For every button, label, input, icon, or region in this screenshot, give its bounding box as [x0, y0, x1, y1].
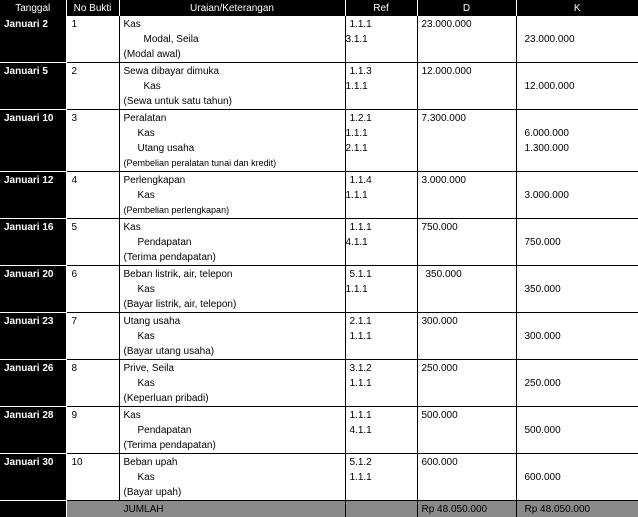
entry-kredit [516, 454, 638, 501]
entry-description: (Bayar utang usaha) [124, 344, 345, 359]
credit-amount: 500.000 [525, 423, 638, 438]
credit-account: Kas [124, 79, 345, 94]
ref-debit: 2.1.1 [346, 314, 417, 329]
debit-amount: 350.000 [422, 267, 516, 282]
entry-debit [417, 16, 516, 63]
col-header-debit: D [417, 0, 516, 16]
total-label: JUMLAH [124, 502, 345, 517]
col-header-ref: Ref [345, 0, 417, 16]
ref-credit: 1.1.1 [346, 329, 417, 344]
debit-account: Beban upah [124, 455, 345, 470]
entry-date: Januari 26 [0, 360, 66, 407]
credit-amount: 300.000 [525, 329, 638, 344]
ref-credit: 1.1.1 [346, 126, 417, 141]
credit-amount: 6.000.000 [525, 126, 638, 141]
credit-amount: 12.000.000 [525, 79, 638, 94]
entry-date: Januari 12 [0, 172, 66, 219]
debit-account: Kas [124, 408, 345, 423]
ref-credit: 1.1.1 [346, 376, 417, 391]
entry-date: Januari 2 [0, 16, 66, 63]
table-row [0, 266, 638, 313]
entry-ref [345, 454, 417, 501]
debit-amount: 7.300.000 [422, 111, 516, 126]
ref-credit: 1.1.1 [346, 79, 417, 94]
entry-description: (Bayar listrik, air, telepon) [124, 297, 345, 312]
entry-kredit [516, 219, 638, 266]
ref-credit: 4.1.1 [346, 423, 417, 438]
credit-account: Kas [124, 282, 345, 297]
entry-bukti: 3 [66, 110, 119, 172]
entry-kredit [516, 172, 638, 219]
entry-uraian [119, 454, 345, 501]
entry-bukti: 5 [66, 219, 119, 266]
entry-kredit [516, 360, 638, 407]
col-header-no-bukti: No Bukti [66, 0, 119, 16]
ref-credit: 1.1.1 [346, 188, 417, 203]
entry-debit [417, 219, 516, 266]
ref-credit: 4.1.1 [346, 235, 417, 250]
table-row [0, 110, 638, 172]
total-kredit: Rp 48.050.000 [525, 502, 638, 517]
entry-description: (Pembelian peralatan tunai dan kredit) [124, 156, 345, 171]
debit-amount: 500.000 [422, 408, 516, 423]
col-header-uraian: Uraian/Keterangan [119, 0, 345, 16]
entry-kredit [516, 407, 638, 454]
credit-account: Kas [124, 126, 345, 141]
credit-account: Kas [124, 329, 345, 344]
debit-account: Kas [124, 220, 345, 235]
entry-uraian [119, 313, 345, 360]
entry-kredit [516, 110, 638, 172]
credit-amount: 600.000 [525, 470, 638, 485]
entry-date: Januari 10 [0, 110, 66, 172]
debit-account: Beban listrik, air, telepon [124, 267, 345, 282]
ref-credit: 1.1.1 [346, 470, 417, 485]
ref-debit: 5.1.2 [346, 455, 417, 470]
table-row [0, 219, 638, 266]
ref-credit-2: 2.1.1 [346, 141, 417, 156]
entry-uraian [119, 110, 345, 172]
table-row [0, 63, 638, 110]
entry-kredit [516, 313, 638, 360]
entry-bukti: 4 [66, 172, 119, 219]
entry-date: Januari 28 [0, 407, 66, 454]
entry-date: Januari 30 [0, 454, 66, 501]
entry-description: (Terima pendapatan) [124, 438, 345, 453]
debit-account: Sewa dibayar dimuka [124, 64, 345, 79]
entry-bukti: 10 [66, 454, 119, 501]
entry-description: (Keperluan pribadi) [124, 391, 345, 406]
table-row [0, 407, 638, 454]
entry-uraian [119, 407, 345, 454]
col-header-tanggal: Tanggal [0, 0, 66, 16]
ref-debit: 1.1.1 [346, 220, 417, 235]
entry-uraian [119, 266, 345, 313]
ref-debit: 3.1.2 [346, 361, 417, 376]
debit-amount: 300.000 [422, 314, 516, 329]
header-row [0, 0, 638, 16]
credit-account: Kas [124, 188, 345, 203]
debit-amount: 12.000.000 [422, 64, 516, 79]
table-row [0, 454, 638, 501]
col-header-kredit: K [516, 0, 638, 16]
entry-description: (Pembelian perlengkapan) [124, 203, 345, 218]
entry-debit [417, 360, 516, 407]
entry-kredit [516, 266, 638, 313]
entry-ref [345, 110, 417, 172]
ref-debit: 5.1.1 [346, 267, 417, 282]
entry-date: Januari 20 [0, 266, 66, 313]
credit-account: Kas [124, 376, 345, 391]
debit-amount: 250.000 [422, 361, 516, 376]
table-row [0, 360, 638, 407]
entry-ref [345, 16, 417, 63]
entry-description: (Sewa untuk satu tahun) [124, 94, 345, 109]
entry-uraian [119, 63, 345, 110]
entry-ref [345, 219, 417, 266]
entry-ref [345, 407, 417, 454]
entry-bukti: 1 [66, 16, 119, 63]
ref-debit: 1.1.4 [346, 173, 417, 188]
debit-amount: 23.000.000 [422, 17, 516, 32]
debit-account: Utang usaha [124, 314, 345, 329]
ref-debit: 1.1.1 [346, 17, 417, 32]
table-row [0, 313, 638, 360]
credit-account-2: Utang usaha [124, 141, 345, 156]
debit-account: Peralatan [124, 111, 345, 126]
entry-debit [417, 63, 516, 110]
entry-debit [417, 172, 516, 219]
table-row [0, 172, 638, 219]
entry-ref [345, 266, 417, 313]
entry-debit [417, 407, 516, 454]
entry-description: (Modal awal) [124, 47, 345, 62]
credit-account: Kas [124, 470, 345, 485]
credit-amount: 250.000 [525, 376, 638, 391]
debit-amount: 600.000 [422, 455, 516, 470]
credit-amount: 750.000 [525, 235, 638, 250]
ref-credit: 1.1.1 [346, 282, 417, 297]
entry-ref [345, 172, 417, 219]
debit-account: Prive, Seila [124, 361, 345, 376]
debit-amount: 3.000.000 [422, 173, 516, 188]
entry-debit [417, 313, 516, 360]
table-row [0, 16, 638, 63]
entry-description: (Bayar upah) [124, 485, 345, 500]
credit-amount: 23.000.000 [525, 32, 638, 47]
entry-kredit [516, 63, 638, 110]
credit-account: Pendapatan [124, 423, 345, 438]
entry-bukti: 7 [66, 313, 119, 360]
entry-description: (Terima pendapatan) [124, 250, 345, 265]
ref-debit: 1.1.1 [346, 408, 417, 423]
entry-date: Januari 23 [0, 313, 66, 360]
ref-credit: 3.1.1 [346, 32, 417, 47]
ref-debit: 1.1.3 [346, 64, 417, 79]
entry-debit [417, 110, 516, 172]
entry-ref [345, 63, 417, 110]
debit-account: Kas [124, 17, 345, 32]
credit-account: Modal, Seila [124, 32, 345, 47]
credit-amount: 3.000.000 [525, 188, 638, 203]
ref-debit: 1.2.1 [346, 111, 417, 126]
debit-account: Perlengkapan [124, 173, 345, 188]
entry-date: Januari 5 [0, 63, 66, 110]
entry-bukti: 8 [66, 360, 119, 407]
entry-debit [417, 266, 516, 313]
entry-bukti: 6 [66, 266, 119, 313]
credit-account: Pendapatan [124, 235, 345, 250]
entry-bukti: 2 [66, 63, 119, 110]
debit-amount: 750.000 [422, 220, 516, 235]
entry-bukti: 9 [66, 407, 119, 454]
entry-ref [345, 360, 417, 407]
entry-debit [417, 454, 516, 501]
credit-amount: 350.000 [525, 282, 638, 297]
entry-ref [345, 313, 417, 360]
entry-kredit [516, 16, 638, 63]
entry-uraian [119, 16, 345, 63]
entry-date: Januari 16 [0, 219, 66, 266]
credit-amount-2: 1.300.000 [525, 141, 638, 156]
entry-uraian [119, 172, 345, 219]
total-debit: Rp 48.050.000 [422, 502, 516, 517]
entry-uraian [119, 219, 345, 266]
entry-uraian [119, 360, 345, 407]
total-row [0, 501, 638, 517]
